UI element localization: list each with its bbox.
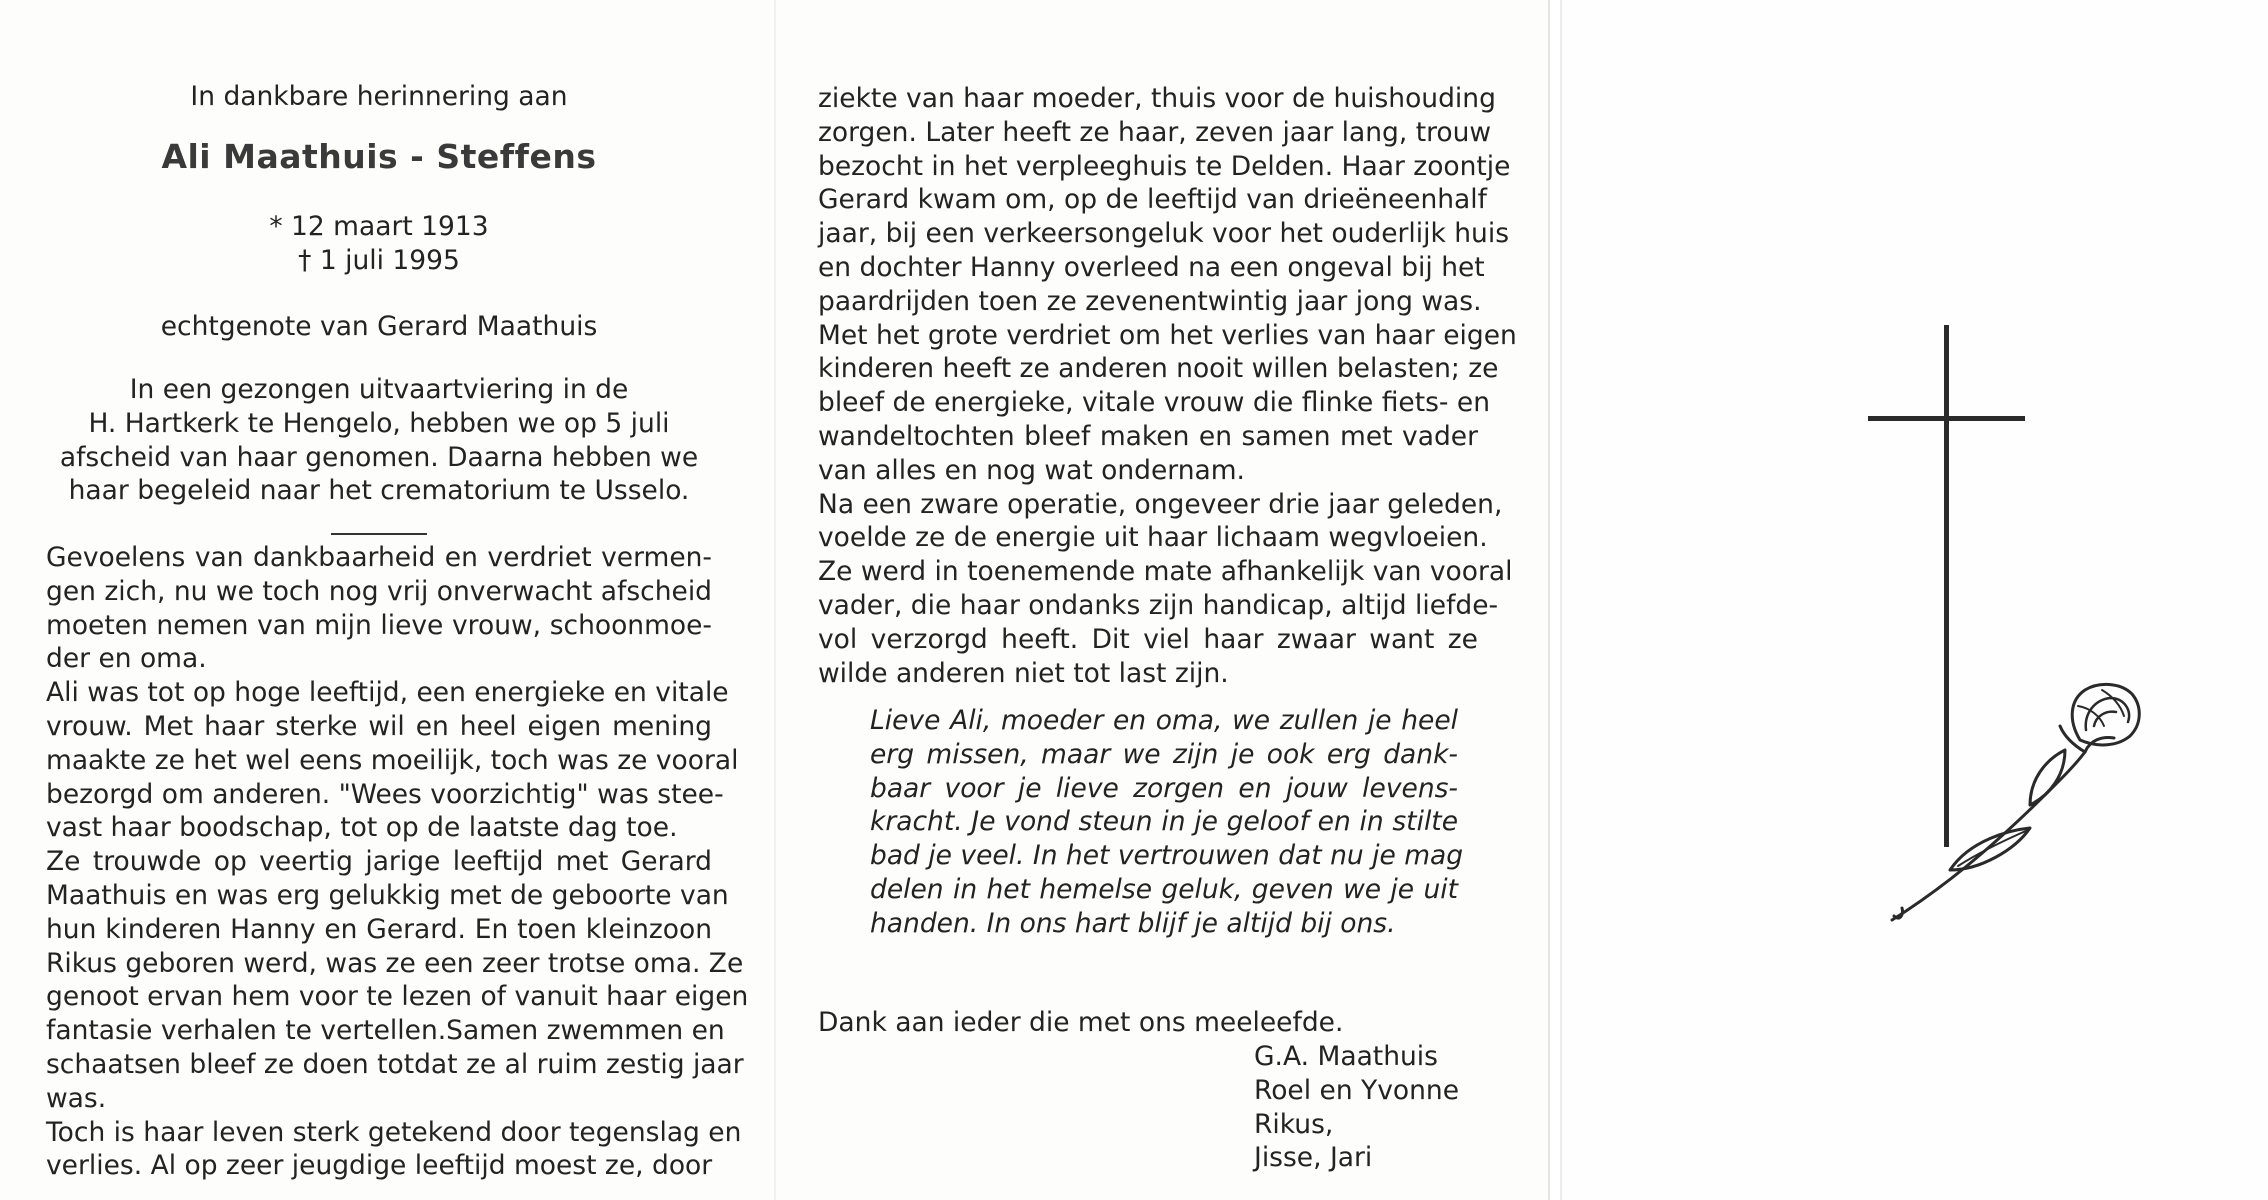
text-line: hun kinderen Hanny en Gerard. En toen kleinzoon: [46, 913, 712, 945]
deceased-name: Ali Maathuis - Steffens: [161, 137, 597, 176]
text-line: en dochter Hanny overleed na een ongeval bij het: [818, 251, 1485, 283]
text-line: vrouw. Met haar sterke wil en heel eigen mening: [46, 710, 712, 742]
separator-rule: [331, 533, 427, 535]
poem-line: kracht. Je vond steun in je geloof en in stilte: [870, 806, 1458, 838]
text-line: voelde ze de energie uit haar lichaam wegvloeien.: [818, 522, 1488, 554]
text-line: Met het grote verdriet om het verlies van haar eigen: [818, 319, 1517, 351]
text-line: van alles en nog wat ondernam.: [818, 454, 1245, 486]
text-line: Maathuis en was erg gelukkig met de geboorte van: [46, 879, 729, 911]
poem-line: delen in het hemelse geluk, geven we je uit: [870, 873, 1458, 905]
death-date: † 1 juli 1995: [298, 244, 460, 276]
text-line: der en oma.: [46, 643, 207, 675]
poem-line: Lieve Ali, moeder en oma, we zullen je heel: [870, 705, 1458, 736]
text-line: moeten nemen van mijn lieve vrouw, schoonmoe-: [46, 609, 712, 641]
text-line: verlies. Al op zeer jeugdige leeftijd moest ze, door: [46, 1150, 713, 1182]
dates-block: [46, 210, 712, 278]
text-line: kinderen heeft ze anderen nooit willen belasten; ze: [818, 353, 1499, 385]
farewell-poem: [870, 704, 1464, 941]
text-line: Toch is haar leven sterk getekend door tegenslag en: [46, 1116, 742, 1148]
ceremony-line: haar begeleid naar het crematorium te Usselo.: [68, 475, 690, 507]
signatures-block: [1254, 1040, 1494, 1175]
text-line: Ze werd in toenemende mate afhankelijk van vooral: [818, 556, 1513, 588]
text-line: ziekte van haar moeder, thuis voor de huishouding: [818, 83, 1496, 114]
text-line: zorgen. Later heeft ze haar, zeven jaar lang, trouw: [818, 116, 1492, 148]
signature-line: Rikus,: [1254, 1108, 1334, 1140]
ceremony-line: H. Hartkerk te Hengelo, hebben we op 5 juli: [88, 407, 670, 439]
text-line: bezorgd om anderen. "Wees voorzichtig" was stee-: [46, 778, 724, 810]
text-line: Gerard kwam om, op de leeftijd van drieëneenhalf: [818, 184, 1487, 216]
signature-line: G.A. Maathuis: [1254, 1041, 1438, 1072]
signature-line: Jisse, Jari: [1254, 1142, 1373, 1174]
ceremony-line: In een gezongen uitvaartviering in de: [129, 374, 629, 405]
text-line: vol verzorgd heeft. Dit viel haar zwaar want ze: [818, 623, 1478, 655]
text-line: Gevoelens van dankbaarheid en verdriet vermen-: [46, 542, 712, 573]
thanks-line: Dank aan ieder die met ons meeleefde.: [818, 1007, 1344, 1038]
text-line: Rikus geboren werd, was ze een zeer trotse oma. Ze: [46, 947, 744, 979]
fold-line: [774, 0, 776, 1200]
text-line: vast haar boodschap, tot op de laatste dag toe.: [46, 812, 678, 844]
poem-line: handen. In ons hart blijf je altijd bij ons.: [870, 907, 1396, 939]
text-line: schaatsen bleef ze doen totdat ze al ruim zestig jaar: [46, 1048, 744, 1080]
text-line: vader, die haar ondanks zijn handicap, altijd liefde-: [818, 589, 1499, 621]
text-line: wandeltochten bleef maken en samen met vader: [818, 420, 1478, 452]
cross-horizontal-beam: [1868, 416, 2025, 421]
text-line: bleef de energieke, vitale vrouw die flinke fiets- en: [818, 387, 1490, 419]
poem-line: bad je veel. In het vertrouwen dat nu je mag: [870, 840, 1464, 872]
text-line: genoot ervan hem voor te lezen of vanuit haar eigen: [46, 981, 749, 1013]
text-line: paardrijden toen ze zevenentwintig jaar jong was.: [818, 285, 1482, 317]
text-line: bezocht in het verpleeghuis te Delden. Haar zoontje: [818, 150, 1511, 182]
text-line: wilde anderen niet tot last zijn.: [818, 657, 1229, 689]
spouse-line: echtgenote van Gerard Maathuis: [160, 311, 598, 342]
text-line: jaar, bij een verkeersongeluk voor het ouderlijk huis: [818, 218, 1510, 250]
text-line: Ali was tot op hoge leeftijd, een energieke en vitale: [46, 677, 729, 709]
text-line: Ze trouwde op veertig jarige leeftijd met Gerard: [46, 846, 712, 878]
text-line: was.: [46, 1082, 107, 1114]
signature-line: Roel en Yvonne: [1254, 1074, 1460, 1106]
rose-icon: [1880, 680, 2160, 930]
text-line: Na een zware operatie, ongeveer drie jaar geleden,: [818, 488, 1503, 520]
text-line: gen zich, nu we toch nog vrij onverwacht afscheid: [46, 575, 712, 607]
poem-line: erg missen, maar we zijn je ook erg dank-: [870, 738, 1458, 770]
birth-date: * 12 maart 1913: [269, 211, 489, 242]
ceremony-paragraph: [46, 373, 712, 508]
memorial-text-left: [46, 541, 749, 1183]
ceremony-line: afscheid van haar genomen. Daarna hebben we: [59, 441, 699, 473]
memorial-text-middle: [818, 82, 1517, 690]
text-line: fantasie verhalen te vertellen.Samen zwemmen en: [46, 1015, 725, 1047]
intro-line: In dankbare herinnering aan: [190, 81, 568, 112]
text-line: maakte ze het wel eens moeilijk, toch was ze vooral: [46, 744, 739, 776]
poem-line: baar voor je lieve zorgen en jouw levens-: [870, 772, 1458, 804]
